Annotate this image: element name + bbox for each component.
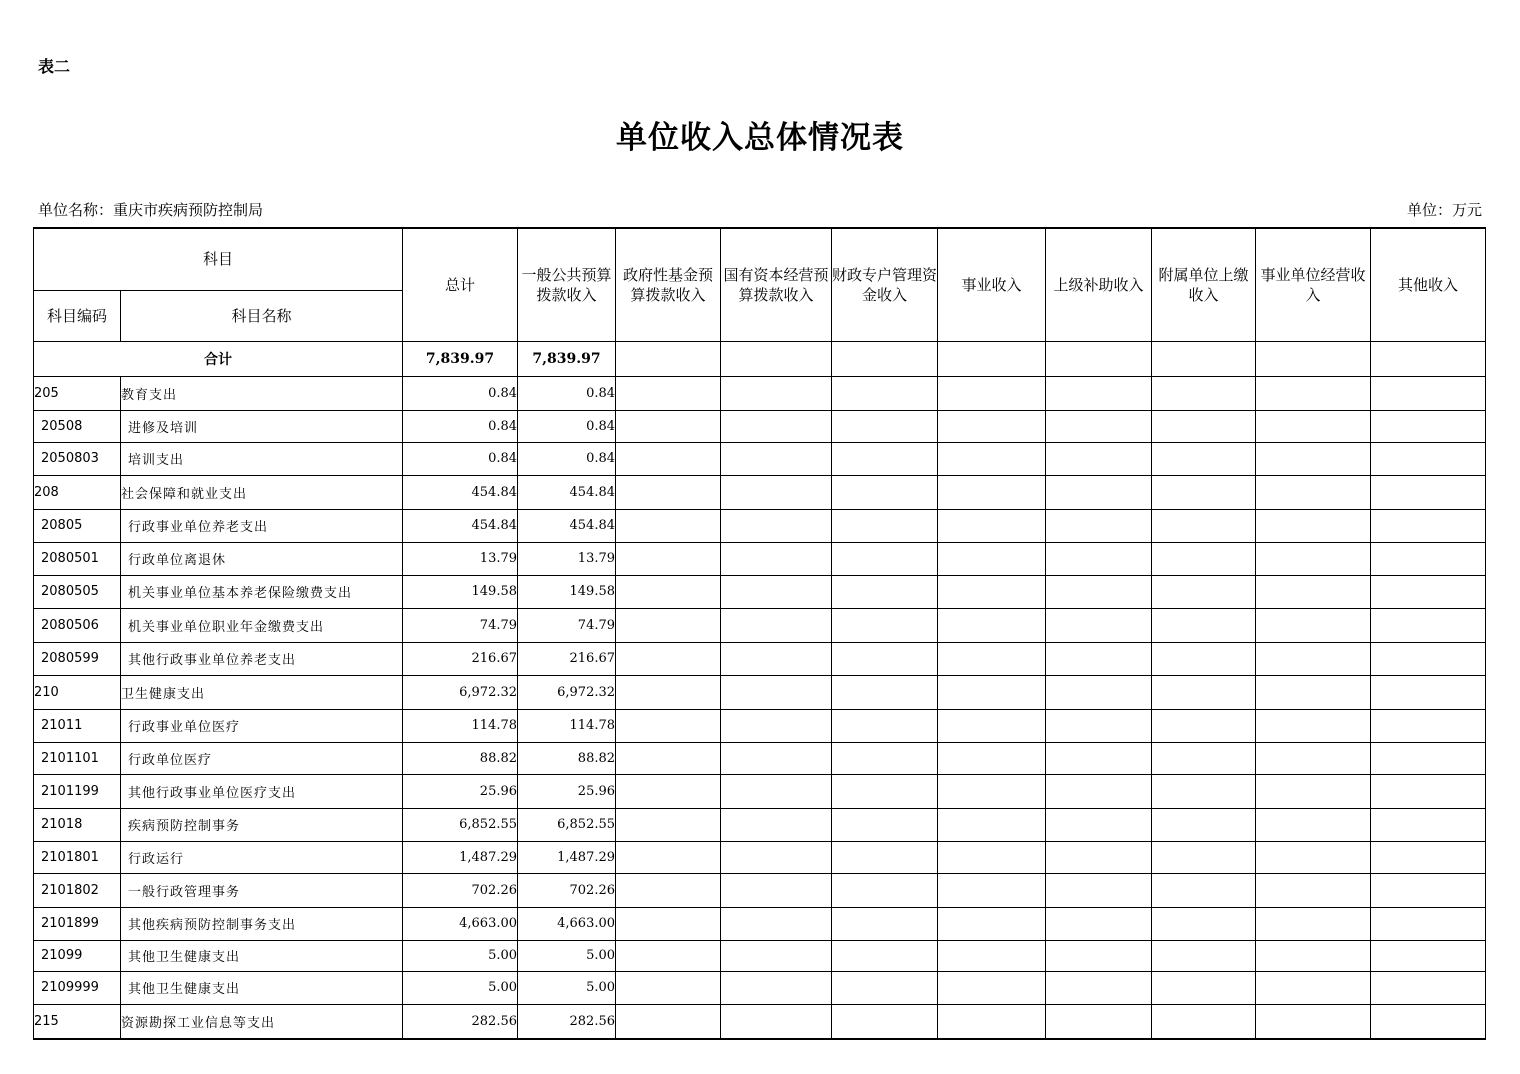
- table-row: [34, 873, 1486, 907]
- row-other: [1371, 675, 1486, 709]
- row-other: [1371, 1004, 1486, 1039]
- table-row: [34, 509, 1486, 542]
- row-total: 149.58: [403, 575, 518, 608]
- row-fiscal-special: [832, 841, 938, 873]
- row-name: 进修及培训: [121, 410, 403, 442]
- table-row: [34, 376, 1486, 410]
- row-general: 5.00: [518, 940, 616, 971]
- row-gov-fund: [616, 940, 721, 971]
- row-other: [1371, 642, 1486, 675]
- table-row: [34, 542, 1486, 575]
- row-superior-subsidy: [1046, 742, 1152, 774]
- row-other: [1371, 376, 1486, 410]
- row-business-operation: [1256, 642, 1371, 675]
- row-business: [938, 608, 1046, 642]
- row-fiscal-special: [832, 675, 938, 709]
- row-affiliated: [1152, 841, 1256, 873]
- row-gov-fund: [616, 575, 721, 608]
- table-number-label: 表二: [38, 57, 71, 76]
- row-general: 454.84: [518, 475, 616, 509]
- unit-of-measure: 单位：万元: [1406, 201, 1482, 219]
- row-business-operation: [1256, 376, 1371, 410]
- row-gov-fund: [616, 675, 721, 709]
- row-superior-subsidy: [1046, 376, 1152, 410]
- row-state-capital: [721, 608, 832, 642]
- row-name: 行政事业单位养老支出: [121, 509, 403, 542]
- row-business: [938, 376, 1046, 410]
- row-superior-subsidy: [1046, 475, 1152, 509]
- row-business-operation: [1256, 971, 1371, 1004]
- row-affiliated: [1152, 608, 1256, 642]
- row-superior-subsidy: [1046, 774, 1152, 808]
- row-fiscal-special: [832, 709, 938, 742]
- header-affiliated: 附属单位上缴收入: [1152, 228, 1256, 341]
- row-affiliated: [1152, 542, 1256, 575]
- row-state-capital: [721, 442, 832, 475]
- row-total: 13.79: [403, 542, 518, 575]
- row-business-operation: [1256, 575, 1371, 608]
- row-business-operation: [1256, 442, 1371, 475]
- row-fiscal-special: [832, 575, 938, 608]
- row-total: 5.00: [403, 940, 518, 971]
- row-affiliated: [1152, 808, 1256, 841]
- row-name: 行政运行: [121, 841, 403, 873]
- total-label: 合计: [34, 341, 403, 376]
- row-code: 2080506: [34, 608, 121, 642]
- row-superior-subsidy: [1046, 841, 1152, 873]
- row-business-operation: [1256, 841, 1371, 873]
- table-row: [34, 971, 1486, 1004]
- row-gov-fund: [616, 376, 721, 410]
- row-state-capital: [721, 940, 832, 971]
- row-gov-fund: [616, 509, 721, 542]
- row-state-capital: [721, 742, 832, 774]
- row-gov-fund: [616, 873, 721, 907]
- row-business-operation: [1256, 873, 1371, 907]
- row-other: [1371, 608, 1486, 642]
- row-business: [938, 509, 1046, 542]
- row-name: 行政事业单位医疗: [121, 709, 403, 742]
- table-row: [34, 1004, 1486, 1039]
- row-code: 2109999: [34, 971, 121, 1004]
- row-gov-fund: [616, 907, 721, 940]
- row-business-operation: [1256, 907, 1371, 940]
- row-name: 资源勘探工业信息等支出: [121, 1004, 403, 1039]
- row-code: 215: [34, 1004, 121, 1039]
- row-superior-subsidy: [1046, 442, 1152, 475]
- row-superior-subsidy: [1046, 509, 1152, 542]
- row-gov-fund: [616, 542, 721, 575]
- row-general: 1,487.29: [518, 841, 616, 873]
- table-row: [34, 774, 1486, 808]
- header-superior-subsidy: 上级补助收入: [1046, 228, 1152, 341]
- row-code: 2080599: [34, 642, 121, 675]
- row-other: [1371, 410, 1486, 442]
- row-name: 其他疾病预防控制事务支出: [121, 907, 403, 940]
- table-row: [34, 940, 1486, 971]
- row-business-operation: [1256, 675, 1371, 709]
- row-state-capital: [721, 841, 832, 873]
- row-business-operation: [1256, 475, 1371, 509]
- row-code: 2101899: [34, 907, 121, 940]
- row-affiliated: [1152, 642, 1256, 675]
- row-gov-fund: [616, 410, 721, 442]
- row-state-capital: [721, 907, 832, 940]
- row-affiliated: [1152, 971, 1256, 1004]
- row-general: 454.84: [518, 509, 616, 542]
- row-affiliated: [1152, 410, 1256, 442]
- row-business: [938, 442, 1046, 475]
- row-affiliated: [1152, 475, 1256, 509]
- row-affiliated: [1152, 509, 1256, 542]
- header-subject-name: 科目名称: [121, 290, 403, 341]
- row-business-operation: [1256, 774, 1371, 808]
- row-state-capital: [721, 509, 832, 542]
- row-business: [938, 410, 1046, 442]
- page-title: 单位收入总体情况表: [616, 120, 904, 156]
- row-state-capital: [721, 1004, 832, 1039]
- row-general: 25.96: [518, 774, 616, 808]
- row-fiscal-special: [832, 410, 938, 442]
- row-general: 0.84: [518, 442, 616, 475]
- row-superior-subsidy: [1046, 542, 1152, 575]
- row-name: 行政单位医疗: [121, 742, 403, 774]
- row-total: 0.84: [403, 442, 518, 475]
- row-code: 208: [34, 475, 121, 509]
- row-general: 114.78: [518, 709, 616, 742]
- row-state-capital: [721, 675, 832, 709]
- row-gov-fund: [616, 1004, 721, 1039]
- row-state-capital: [721, 873, 832, 907]
- row-business: [938, 675, 1046, 709]
- header-subject-code: 科目编码: [34, 290, 121, 341]
- row-other: [1371, 475, 1486, 509]
- row-superior-subsidy: [1046, 873, 1152, 907]
- total-row: [34, 341, 1486, 376]
- row-gov-fund: [616, 742, 721, 774]
- row-state-capital: [721, 642, 832, 675]
- row-state-capital: [721, 575, 832, 608]
- row-other: [1371, 808, 1486, 841]
- row-code: 2080505: [34, 575, 121, 608]
- row-state-capital: [721, 410, 832, 442]
- row-superior-subsidy: [1046, 642, 1152, 675]
- table-row: [34, 608, 1486, 642]
- row-gov-fund: [616, 475, 721, 509]
- row-total: 454.84: [403, 509, 518, 542]
- header-gov-fund: 政府性基金预算拨款收入: [616, 228, 721, 341]
- row-business: [938, 774, 1046, 808]
- row-fiscal-special: [832, 907, 938, 940]
- row-total: 25.96: [403, 774, 518, 808]
- row-gov-fund: [616, 774, 721, 808]
- row-total: 6,972.32: [403, 675, 518, 709]
- row-fiscal-special: [832, 940, 938, 971]
- row-name: 教育支出: [121, 376, 403, 410]
- row-affiliated: [1152, 376, 1256, 410]
- header-state-capital: 国有资本经营预算拨款收入: [721, 228, 832, 341]
- row-general: 6,852.55: [518, 808, 616, 841]
- row-affiliated: [1152, 442, 1256, 475]
- row-gov-fund: [616, 709, 721, 742]
- row-fiscal-special: [832, 774, 938, 808]
- row-total: 702.26: [403, 873, 518, 907]
- row-fiscal-special: [832, 1004, 938, 1039]
- table-row: [34, 442, 1486, 475]
- row-general: 702.26: [518, 873, 616, 907]
- row-affiliated: [1152, 1004, 1256, 1039]
- row-other: [1371, 509, 1486, 542]
- row-business: [938, 542, 1046, 575]
- row-state-capital: [721, 542, 832, 575]
- row-business-operation: [1256, 808, 1371, 841]
- row-gov-fund: [616, 808, 721, 841]
- row-business: [938, 575, 1046, 608]
- row-state-capital: [721, 971, 832, 1004]
- row-state-capital: [721, 475, 832, 509]
- row-code: 2101801: [34, 841, 121, 873]
- header-total: 总计: [403, 228, 518, 341]
- row-code: 21099: [34, 940, 121, 971]
- row-business-operation: [1256, 608, 1371, 642]
- row-gov-fund: [616, 442, 721, 475]
- row-general: 6,972.32: [518, 675, 616, 709]
- row-fiscal-special: [832, 742, 938, 774]
- row-name: 一般行政管理事务: [121, 873, 403, 907]
- row-superior-subsidy: [1046, 808, 1152, 841]
- row-business: [938, 940, 1046, 971]
- row-fiscal-special: [832, 808, 938, 841]
- row-code: 2080501: [34, 542, 121, 575]
- row-name: 其他卫生健康支出: [121, 971, 403, 1004]
- row-business: [938, 873, 1046, 907]
- row-business: [938, 841, 1046, 873]
- row-general: 74.79: [518, 608, 616, 642]
- table-row: [34, 709, 1486, 742]
- row-code: 20805: [34, 509, 121, 542]
- row-fiscal-special: [832, 442, 938, 475]
- row-total: 5.00: [403, 971, 518, 1004]
- row-general: 4,663.00: [518, 907, 616, 940]
- row-general: 216.67: [518, 642, 616, 675]
- header-other: 其他收入: [1371, 228, 1486, 341]
- row-code: 210: [34, 675, 121, 709]
- row-state-capital: [721, 808, 832, 841]
- row-state-capital: [721, 774, 832, 808]
- row-superior-subsidy: [1046, 940, 1152, 971]
- row-business: [938, 642, 1046, 675]
- row-total: 6,852.55: [403, 808, 518, 841]
- row-name: 行政单位离退休: [121, 542, 403, 575]
- row-business-operation: [1256, 542, 1371, 575]
- total-general: 7,839.97: [518, 341, 616, 376]
- row-business-operation: [1256, 742, 1371, 774]
- row-total: 114.78: [403, 709, 518, 742]
- row-general: 282.56: [518, 1004, 616, 1039]
- row-code: 2101101: [34, 742, 121, 774]
- header-fiscal-special: 财政专户管理资金收入: [832, 228, 938, 341]
- row-affiliated: [1152, 940, 1256, 971]
- row-fiscal-special: [832, 873, 938, 907]
- row-name: 其他卫生健康支出: [121, 940, 403, 971]
- row-other: [1371, 709, 1486, 742]
- row-general: 5.00: [518, 971, 616, 1004]
- unit-name: 单位名称：重庆市疾病预防控制局: [38, 201, 264, 219]
- row-affiliated: [1152, 675, 1256, 709]
- row-business: [938, 742, 1046, 774]
- row-name: 机关事业单位基本养老保险缴费支出: [121, 575, 403, 608]
- row-total: 4,663.00: [403, 907, 518, 940]
- row-name: 卫生健康支出: [121, 675, 403, 709]
- table-row: [34, 575, 1486, 608]
- row-fiscal-special: [832, 642, 938, 675]
- row-superior-subsidy: [1046, 971, 1152, 1004]
- header-business: 事业收入: [938, 228, 1046, 341]
- row-affiliated: [1152, 907, 1256, 940]
- row-other: [1371, 971, 1486, 1004]
- row-code: 205: [34, 376, 121, 410]
- row-superior-subsidy: [1046, 410, 1152, 442]
- row-fiscal-special: [832, 376, 938, 410]
- row-business-operation: [1256, 940, 1371, 971]
- row-name: 社会保障和就业支出: [121, 475, 403, 509]
- row-name: 其他行政事业单位养老支出: [121, 642, 403, 675]
- row-gov-fund: [616, 608, 721, 642]
- income-table: [33, 227, 1486, 1040]
- row-superior-subsidy: [1046, 907, 1152, 940]
- table-row: [34, 742, 1486, 774]
- row-business-operation: [1256, 1004, 1371, 1039]
- row-business-operation: [1256, 410, 1371, 442]
- row-total: 88.82: [403, 742, 518, 774]
- row-other: [1371, 442, 1486, 475]
- row-superior-subsidy: [1046, 608, 1152, 642]
- row-other: [1371, 940, 1486, 971]
- row-business-operation: [1256, 709, 1371, 742]
- row-general: 88.82: [518, 742, 616, 774]
- row-fiscal-special: [832, 475, 938, 509]
- row-affiliated: [1152, 774, 1256, 808]
- row-fiscal-special: [832, 509, 938, 542]
- row-fiscal-special: [832, 542, 938, 575]
- row-code: 21018: [34, 808, 121, 841]
- row-fiscal-special: [832, 971, 938, 1004]
- row-affiliated: [1152, 709, 1256, 742]
- table-row: [34, 475, 1486, 509]
- row-business: [938, 709, 1046, 742]
- row-name: 培训支出: [121, 442, 403, 475]
- row-business: [938, 907, 1046, 940]
- row-affiliated: [1152, 873, 1256, 907]
- row-business: [938, 475, 1046, 509]
- row-business-operation: [1256, 509, 1371, 542]
- row-superior-subsidy: [1046, 1004, 1152, 1039]
- row-code: 2050803: [34, 442, 121, 475]
- table-row: [34, 675, 1486, 709]
- row-name: 疾病预防控制事务: [121, 808, 403, 841]
- row-name: 机关事业单位职业年金缴费支出: [121, 608, 403, 642]
- row-state-capital: [721, 709, 832, 742]
- row-general: 13.79: [518, 542, 616, 575]
- table-row: [34, 410, 1486, 442]
- row-other: [1371, 841, 1486, 873]
- header-subject: 科目: [34, 228, 403, 290]
- row-total: 1,487.29: [403, 841, 518, 873]
- row-total: 216.67: [403, 642, 518, 675]
- row-code: 21011: [34, 709, 121, 742]
- header-general-public: 一般公共预算拨款收入: [518, 228, 616, 341]
- row-total: 0.84: [403, 376, 518, 410]
- row-business: [938, 808, 1046, 841]
- row-other: [1371, 907, 1486, 940]
- row-general: 0.84: [518, 410, 616, 442]
- header-business-operation: 事业单位经营收入: [1256, 228, 1371, 341]
- row-total: 282.56: [403, 1004, 518, 1039]
- row-state-capital: [721, 376, 832, 410]
- row-code: 2101802: [34, 873, 121, 907]
- total-sum: 7,839.97: [403, 341, 518, 376]
- row-superior-subsidy: [1046, 709, 1152, 742]
- row-affiliated: [1152, 742, 1256, 774]
- row-other: [1371, 542, 1486, 575]
- row-other: [1371, 873, 1486, 907]
- row-code: 2101199: [34, 774, 121, 808]
- table-row: [34, 642, 1486, 675]
- row-superior-subsidy: [1046, 675, 1152, 709]
- row-gov-fund: [616, 841, 721, 873]
- table-row: [34, 841, 1486, 873]
- row-other: [1371, 774, 1486, 808]
- row-code: 20508: [34, 410, 121, 442]
- row-general: 149.58: [518, 575, 616, 608]
- row-gov-fund: [616, 971, 721, 1004]
- row-fiscal-special: [832, 608, 938, 642]
- row-other: [1371, 575, 1486, 608]
- table-row: [34, 907, 1486, 940]
- row-superior-subsidy: [1046, 575, 1152, 608]
- row-general: 0.84: [518, 376, 616, 410]
- row-other: [1371, 742, 1486, 774]
- row-gov-fund: [616, 642, 721, 675]
- row-affiliated: [1152, 575, 1256, 608]
- row-business: [938, 1004, 1046, 1039]
- row-name: 其他行政事业单位医疗支出: [121, 774, 403, 808]
- row-total: 454.84: [403, 475, 518, 509]
- row-total: 74.79: [403, 608, 518, 642]
- table-row: [34, 808, 1486, 841]
- row-business: [938, 971, 1046, 1004]
- row-total: 0.84: [403, 410, 518, 442]
